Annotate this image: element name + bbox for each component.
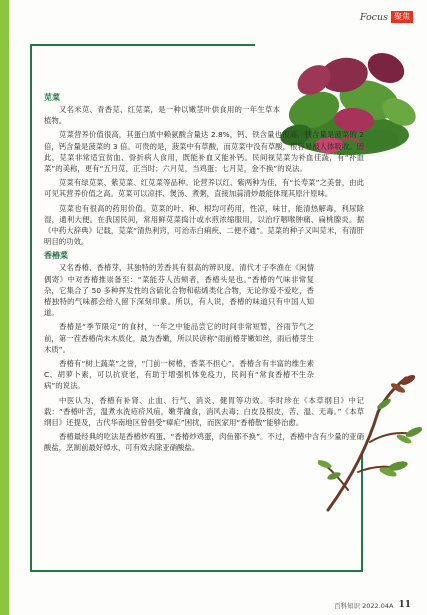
paragraph-toona-cooking: 香椿最经典的吃法是香椿炒鸡蛋、“香椿炒鸡蛋，肉鱼都不换”。不过，香椿中含有少量的亚硝酸盐，烹制前最好焯水，可有效去除亚硝酸盐。 xyxy=(44,432,364,453)
frame-line-top xyxy=(30,44,255,46)
frame-line-left xyxy=(30,44,32,572)
paragraph-toona-medicine: 中医认为，香椿有补肾、止血、行气、消炎、健胃等功效。李时珍在《本草纲目》中记载：“香椿叶苦，温煮水洗疮疥风疽，嫩芽瀹食，消风去毒；白皮及根皮，苦、温、无毒。”《本草纲目》还提及，古代华南地区曾倡受“瘴疟”困扰，而医家用“香椿散”能够治愈。 xyxy=(44,395,364,428)
paragraph-toona-intro: 又名香椿、香椿芽，其独特的芳香具有很高的辨识度。清代才子李渔在《闲情偶寄》中对香椿推崇备至：“菜能芬人齿颊者，香椿头是也。”香椿的气味非常复杂，它集合了 50 多种挥发性的含硫化合物和萜烯类化合物，无论你爱不爱吃，香椿独特的气味都会给人留下深刻印象。所以，有人说，香椿的味道只有中国人知道。 xyxy=(44,263,314,318)
page-number: 11 xyxy=(398,600,411,610)
paragraph-toona-season: 香椿是“季节限定”的食材，一年之中能品尝它的时间非常短暂，谷雨节气之前，第一茬香椿尚未木质化，最为香嫩，所以民谚称“雨前椿芽嫩如丝，雨后椿芽生木质”。 xyxy=(44,322,314,354)
page-header xyxy=(360,10,413,24)
section-title-amaranth: 苋菜 xyxy=(44,93,60,102)
paragraph-toona-nutrition: 香椿有“树上蔬菜”之誉，“门前一树椿，香菜不担心”。香椿含有丰富的维生素 C、胡萝卜素，可以抗衰老，有助于增强机体免疫力，民间有“常食香椿不生杂病”的说法。 xyxy=(44,359,314,391)
left-accent-bar xyxy=(0,0,9,615)
section-header-title: Focus xyxy=(359,11,388,23)
page-footer xyxy=(334,600,411,610)
section-header-tag: 聚焦 xyxy=(391,11,413,23)
paragraph-amaranth-medicine: 苋菜也有很高的药用价值。苋菜的叶、种、根均可药用，性凉，味甘，能清热解毒，利尿除湿，通利大便。在我国民间，常用鲜苋菜捣汁或水煎浓缩服用，以治疗咽喉肿痛、扁桃腺炎。据《中药大辞典》记载，苋菜“清热利窍，可治赤白痢疾、二便不通”。苋菜的种子又叫苋米，有清肝明目的功效。 xyxy=(44,203,364,247)
magazine-issue: 百科知识 2022.04A xyxy=(334,601,394,610)
paragraph-amaranth-nutrition: 苋菜营养价值很高，其蛋白质中赖氨酸含量达 2.8%，钙、铁含量也很高，铁含量是菠菜的 2 倍，钙含量是菠菜的 3 倍。可贵的是，菠菜中有草酸，而苋菜中没有草酸，很容易被人体吸收。因此，苋菜非常适宜贫血、骨折病人食用，既能补血又能补钙。民间视苋菜为补血佳蔬，有“补血菜”的美称，更有“五月苋，正当时；六月苋，当鸡蛋；七月苋，金不换”的说法。 xyxy=(44,130,364,174)
paragraph-amaranth-varieties: 苋菜有绿苋菜、紫苋菜、红苋菜等品种。论营养以红、紫两种为佳，有“长寿菜”之美誉，由此可见其营养价值之高。苋菜可以凉拌、煲汤、煮粥，直接加蒜清炒最能体现其原汁原味。 xyxy=(44,178,364,199)
article-body xyxy=(44,92,364,457)
section-title-toona: 香椿菜 xyxy=(44,251,68,261)
paragraph-amaranth-intro: 又名米苋、青香苋、红苋菜，是一种以嫩茎叶供食用的一年生草本植物。 xyxy=(44,105,280,126)
frame-line-bottom xyxy=(30,570,362,572)
